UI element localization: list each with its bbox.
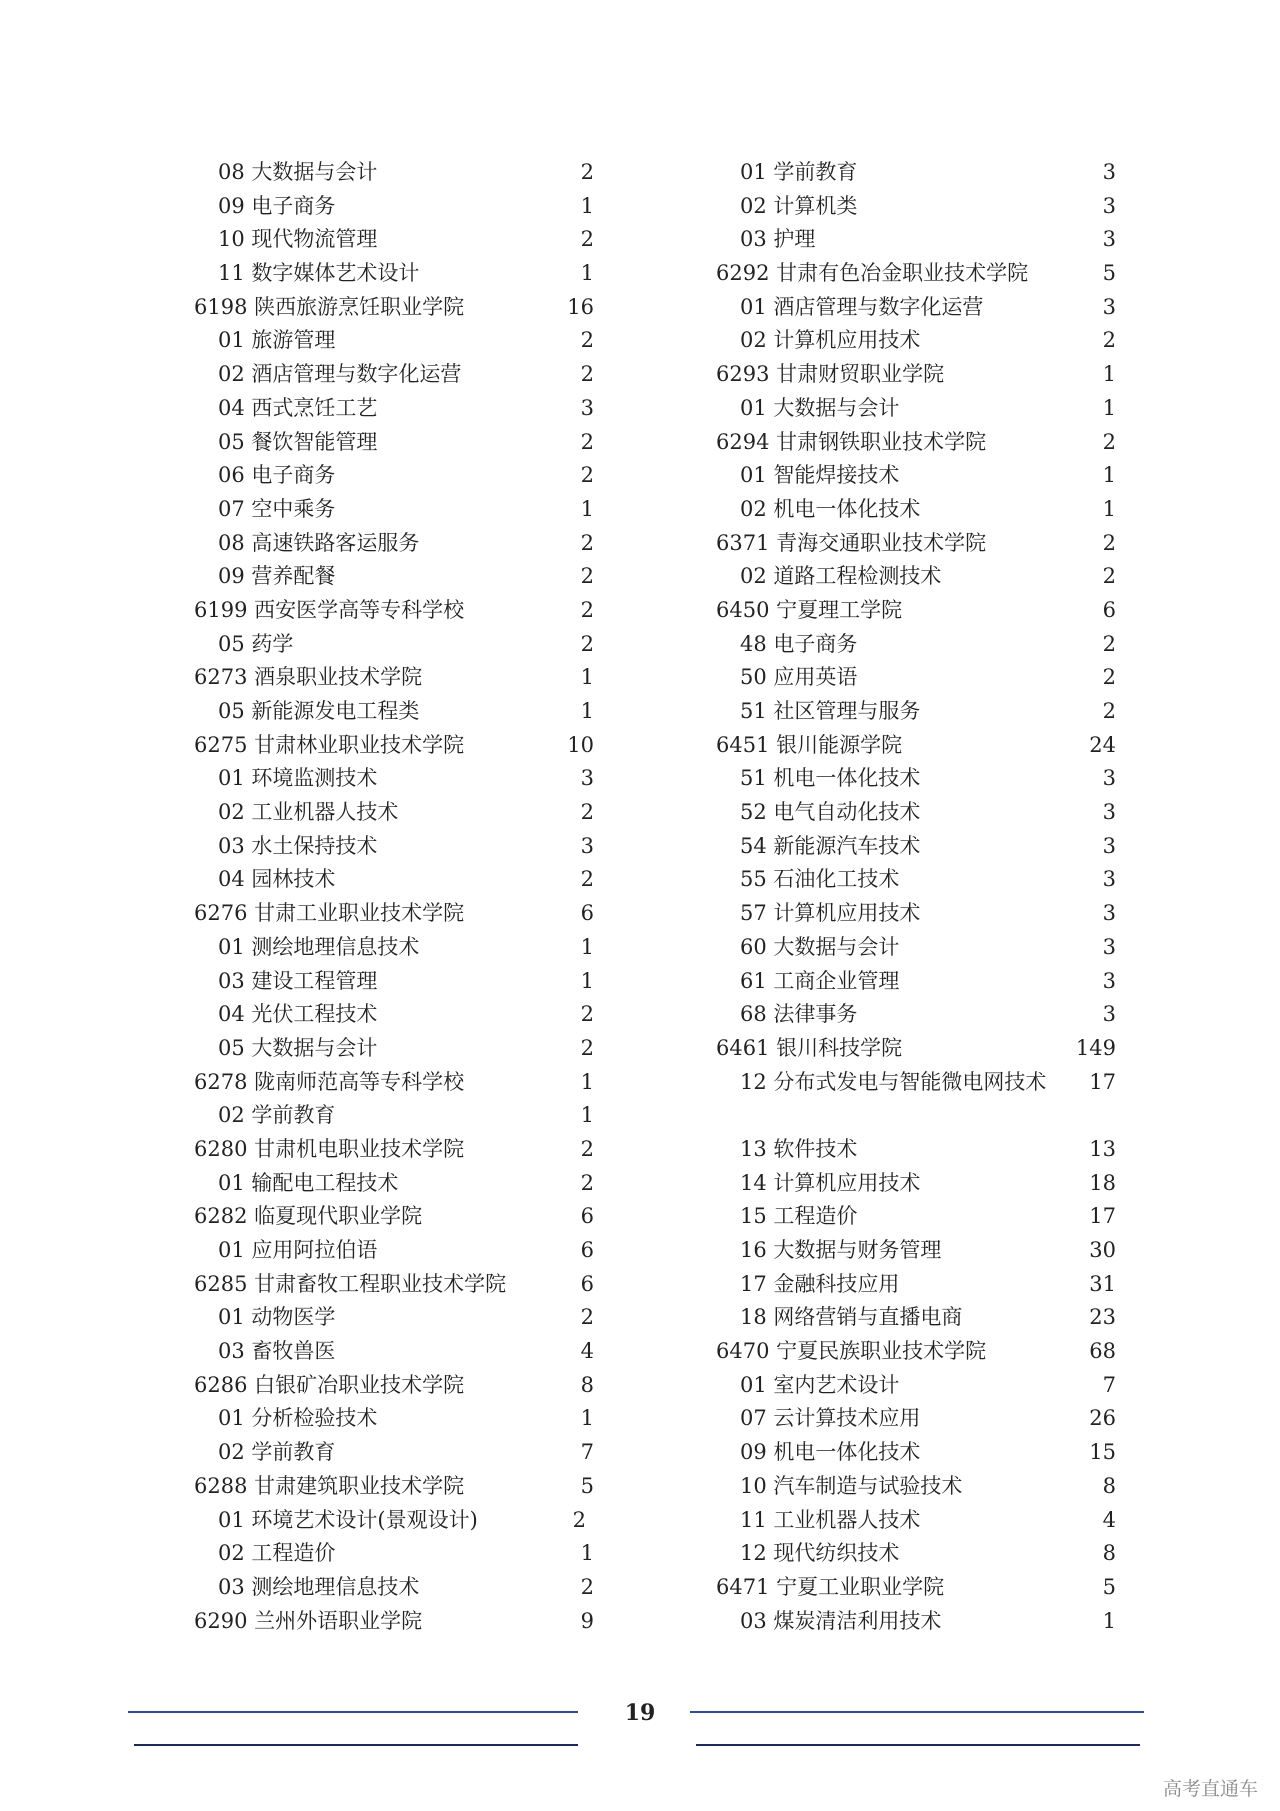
major-row (716, 998, 1116, 1032)
major-row (194, 1234, 594, 1268)
major-name: 05 餐饮智能管理 (218, 429, 378, 454)
enrollment-count: 6 (1102, 597, 1116, 622)
major-row (716, 1369, 1116, 1403)
watermark-text: 高考直通车 (1162, 1778, 1258, 1800)
major-row (716, 459, 1116, 493)
institution-name: 6290 兰州外语职业学院 (194, 1608, 423, 1633)
major-name: 12 现代纺织技术 (740, 1541, 900, 1566)
major-name: 02 工业机器人技术 (218, 800, 399, 825)
major-row (716, 156, 1116, 190)
major-name: 02 计算机应用技术 (740, 328, 921, 353)
institution-row (194, 1470, 594, 1504)
institution-name: 6285 甘肃畜牧工程职业技术学院 (194, 1271, 507, 1296)
enrollment-count: 1 (580, 1406, 594, 1431)
major-name: 12 分布式发电与智能微电网技术 (740, 1069, 1047, 1094)
enrollment-count: 6 (580, 901, 594, 926)
institution-name: 6294 甘肃钢铁职业技术学院 (716, 429, 987, 454)
institution-row (716, 594, 1116, 628)
enrollment-count: 1 (1102, 496, 1116, 521)
major-row (194, 257, 594, 291)
major-row (194, 358, 594, 392)
institution-name: 6288 甘肃建筑职业技术学院 (194, 1473, 465, 1498)
institution-row (194, 1369, 594, 1403)
enrollment-count: 1 (580, 1541, 594, 1566)
major-row (716, 1133, 1116, 1167)
major-name: 01 智能焊接技术 (740, 463, 900, 488)
enrollment-count: 4 (580, 1339, 594, 1364)
enrollment-count: 2 (580, 463, 594, 488)
major-row (716, 965, 1116, 999)
major-name: 01 动物医学 (218, 1305, 336, 1330)
institution-name: 6282 临夏现代职业学院 (194, 1204, 423, 1229)
enrollment-count: 7 (1102, 1372, 1116, 1397)
major-name: 55 石油化工技术 (740, 867, 900, 892)
major-name: 01 输配电工程技术 (218, 1170, 399, 1195)
major-row (716, 1200, 1116, 1234)
institution-name: 6273 酒泉职业技术学院 (194, 665, 423, 690)
enrollment-count: 2 (580, 1170, 594, 1195)
major-name: 05 大数据与会计 (218, 1035, 378, 1060)
major-name: 01 旅游管理 (218, 328, 336, 353)
enrollment-count: 68 (1089, 1339, 1116, 1364)
institution-row (716, 1032, 1116, 1066)
major-name: 03 护理 (740, 227, 816, 252)
enrollment-count: 1 (580, 968, 594, 993)
enrollment-count: 2 (580, 867, 594, 892)
major-name: 18 网络营销与直播电商 (740, 1305, 963, 1330)
enrollment-count: 1 (1102, 395, 1116, 420)
major-name: 03 测绘地理信息技术 (218, 1574, 420, 1599)
footer-rule-right-bottom (696, 1744, 1140, 1746)
major-row (716, 1504, 1116, 1538)
major-row (716, 897, 1116, 931)
major-name: 02 道路工程检测技术 (740, 564, 942, 589)
enrollment-count: 23 (1089, 1305, 1116, 1330)
enrollment-count: 5 (1102, 1574, 1116, 1599)
major-row (194, 1504, 594, 1538)
major-name: 51 社区管理与服务 (740, 699, 921, 723)
enrollment-count: 3 (1102, 968, 1116, 993)
major-row (194, 628, 594, 662)
major-row (716, 695, 1116, 729)
major-name: 10 现代物流管理 (218, 227, 378, 252)
enrollment-count: 2 (580, 631, 594, 656)
major-name: 52 电气自动化技术 (740, 800, 921, 825)
major-row (716, 223, 1116, 257)
enrollment-count: 3 (580, 395, 594, 420)
major-name: 02 学前教育 (218, 1440, 336, 1465)
institution-row (716, 426, 1116, 460)
major-name: 60 大数据与会计 (740, 934, 900, 959)
major-name: 61 工商企业管理 (740, 968, 900, 993)
major-name: 03 建设工程管理 (218, 968, 378, 993)
enrollment-count: 18 (1089, 1170, 1116, 1195)
major-name: 08 大数据与会计 (218, 160, 378, 184)
enrollment-count: 7 (580, 1440, 594, 1465)
enrollment-count: 4 (1102, 1507, 1116, 1532)
major-name: 16 大数据与财务管理 (740, 1238, 942, 1263)
institution-row (716, 257, 1116, 291)
major-name: 57 计算机应用技术 (740, 901, 921, 926)
enrollment-count: 3 (1102, 833, 1116, 858)
enrollment-count: 17 (1089, 1204, 1116, 1229)
enrollment-count: 2 (1102, 530, 1116, 555)
footer-rule-left-top (128, 1711, 578, 1713)
enrollment-count: 15 (1089, 1440, 1116, 1465)
enrollment-count: 17 (1089, 1069, 1116, 1094)
major-name: 09 电子商务 (218, 193, 336, 218)
major-name: 01 室内艺术设计 (740, 1372, 900, 1397)
institution-row (194, 1066, 594, 1100)
enrollment-count: 1 (580, 193, 594, 218)
institution-row (716, 358, 1116, 392)
enrollment-count: 1 (580, 665, 594, 690)
major-row (716, 628, 1116, 662)
enrollment-count: 3 (580, 833, 594, 858)
major-name: 03 煤炭清洁利用技术 (740, 1608, 942, 1633)
enrollment-count: 6 (580, 1238, 594, 1262)
major-name: 11 数字媒体艺术设计 (218, 261, 420, 286)
major-name: 17 金融科技应用 (740, 1271, 900, 1296)
enrollment-count: 2 (1102, 631, 1116, 656)
enrollment-count: 10 (567, 732, 594, 757)
major-row (716, 1268, 1116, 1302)
major-row (194, 796, 594, 830)
major-name: 04 光伏工程技术 (218, 1002, 378, 1027)
institution-name: 6451 银川能源学院 (716, 732, 903, 757)
major-row (194, 1032, 594, 1066)
enrollment-count: 3 (1102, 766, 1116, 791)
enrollment-count: 2 (580, 1305, 594, 1330)
major-row (194, 1335, 594, 1369)
major-row (716, 190, 1116, 224)
major-row (716, 560, 1116, 594)
enrollment-count: 6 (580, 1271, 594, 1296)
enrollment-count: 5 (580, 1473, 594, 1498)
enrollment-count: 8 (1102, 1541, 1116, 1566)
major-name: 02 学前教育 (218, 1103, 336, 1128)
institution-row (194, 1200, 594, 1234)
enrollment-count: 2 (580, 227, 594, 252)
major-row (194, 1537, 594, 1571)
enrollment-count: 2 (580, 564, 594, 589)
major-name: 03 水土保持技术 (218, 833, 378, 858)
enrollment-count: 16 (567, 294, 594, 319)
enrollment-count: 2 (580, 362, 594, 387)
major-name: 14 计算机应用技术 (740, 1170, 921, 1195)
institution-row (194, 291, 594, 325)
enrollment-count: 2 (1102, 699, 1116, 723)
major-row (716, 1402, 1116, 1436)
major-row (716, 1301, 1116, 1335)
enrollment-count: 3 (1102, 227, 1116, 252)
major-row (194, 830, 594, 864)
institution-row (716, 1571, 1116, 1605)
major-name: 15 工程造价 (740, 1204, 858, 1229)
footer-rule-right-top (690, 1711, 1144, 1713)
major-name: 10 汽车制造与试验技术 (740, 1473, 963, 1498)
major-row (194, 392, 594, 426)
major-name: 04 西式烹饪工艺 (218, 395, 378, 420)
enrollment-count: 30 (1089, 1238, 1116, 1263)
enrollment-count: 8 (1102, 1473, 1116, 1498)
major-row (716, 830, 1116, 864)
major-row (194, 1436, 594, 1470)
major-name: 09 机电一体化技术 (740, 1440, 921, 1465)
enrollment-count: 3 (1102, 160, 1116, 184)
footer-rule-left-bottom (134, 1744, 578, 1746)
institution-name: 6276 甘肃工业职业技术学院 (194, 901, 465, 926)
enrollment-count: 1 (1102, 362, 1116, 387)
major-row (716, 1605, 1116, 1639)
enrollment-count: 3 (1102, 867, 1116, 892)
institution-name: 6292 甘肃有色冶金职业技术学院 (716, 261, 1029, 286)
institution-row (194, 1133, 594, 1167)
major-name: 50 应用英语 (740, 665, 858, 690)
major-name: 01 环境艺术设计(景观设计) (218, 1507, 478, 1532)
major-name: 07 云计算技术应用 (740, 1406, 921, 1431)
enrollment-count: 9 (580, 1608, 594, 1633)
major-row (716, 762, 1116, 796)
major-name: 04 园林技术 (218, 867, 336, 892)
enrollment-count: 31 (1089, 1271, 1116, 1296)
enrollment-count: 2 (1102, 328, 1116, 353)
institution-row (194, 1268, 594, 1302)
major-row (716, 392, 1116, 426)
major-row (194, 459, 594, 493)
enrollment-count: 2 (1102, 564, 1116, 589)
major-row (716, 931, 1116, 965)
major-row (194, 324, 594, 358)
major-name: 01 测绘地理信息技术 (218, 934, 420, 959)
institution-name: 6280 甘肃机电职业技术学院 (194, 1136, 465, 1161)
major-name: 02 工程造价 (218, 1541, 336, 1566)
major-name: 06 电子商务 (218, 463, 336, 488)
major-row (716, 324, 1116, 358)
enrollment-count: 2 (580, 328, 594, 353)
enrollment-count: 2 (580, 160, 594, 184)
major-name: 09 营养配餐 (218, 564, 336, 589)
enrollment-count: 1 (580, 1069, 594, 1094)
enrollment-count: 8 (580, 1372, 594, 1397)
institution-row (194, 661, 594, 695)
major-name: 13 软件技术 (740, 1136, 858, 1161)
enrollment-count: 2 (580, 800, 594, 825)
enrollment-count: 1 (1102, 1608, 1116, 1633)
major-row (194, 1167, 594, 1201)
enrollment-count: 2 (572, 1507, 586, 1532)
major-name: 48 电子商务 (740, 631, 858, 656)
institution-name: 6278 陇南师范高等专科学校 (194, 1069, 465, 1094)
major-row (194, 493, 594, 527)
major-row (716, 796, 1116, 830)
major-row (716, 493, 1116, 527)
enrollment-count: 2 (580, 1574, 594, 1599)
enrollment-count: 3 (1102, 800, 1116, 825)
major-name: 02 酒店管理与数字化运营 (218, 362, 462, 387)
enrollment-count: 2 (580, 1035, 594, 1060)
enrollment-count: 1 (580, 496, 594, 521)
major-name: 08 高速铁路客运服务 (218, 530, 420, 555)
enrollment-count: 6 (580, 1204, 594, 1229)
major-row (194, 156, 594, 190)
institution-row (716, 729, 1116, 763)
major-name: 07 空中乘务 (218, 496, 336, 521)
major-row (194, 931, 594, 965)
major-name: 54 新能源汽车技术 (740, 833, 921, 858)
institution-name: 6198 陕西旅游烹饪职业学院 (194, 294, 465, 319)
institution-name: 6450 宁夏理工学院 (716, 597, 903, 622)
major-row (194, 1099, 594, 1133)
major-row (716, 1470, 1116, 1504)
major-name: 01 酒店管理与数字化运营 (740, 294, 984, 319)
institution-name: 6471 宁夏工业职业学院 (716, 1574, 945, 1599)
major-row (194, 695, 594, 729)
major-row (716, 863, 1116, 897)
enrollment-count: 2 (580, 530, 594, 555)
institution-row (716, 1335, 1116, 1369)
major-name: 01 大数据与会计 (740, 395, 900, 420)
institution-row (194, 729, 594, 763)
major-row (716, 1167, 1116, 1201)
enrollment-count: 5 (1102, 261, 1116, 286)
major-row (194, 1402, 594, 1436)
enrollment-count: 2 (580, 1002, 594, 1027)
major-name: 02 计算机类 (740, 193, 858, 218)
major-name: 05 新能源发电工程类 (218, 699, 420, 723)
major-row (716, 661, 1116, 695)
enrollment-count: 149 (1075, 1035, 1116, 1060)
major-name: 05 药学 (218, 631, 294, 656)
enrollment-count: 2 (580, 429, 594, 454)
enrollment-count: 2 (1102, 429, 1116, 454)
major-row (194, 560, 594, 594)
enrollment-count: 3 (1102, 1002, 1116, 1027)
institution-row (194, 594, 594, 628)
institution-row (194, 1605, 594, 1639)
major-name: 01 分析检验技术 (218, 1406, 378, 1431)
major-row (194, 223, 594, 257)
major-name: 68 法律事务 (740, 1002, 858, 1027)
enrollment-count: 2 (580, 1136, 594, 1161)
enrollment-count: 1 (580, 699, 594, 723)
enrollment-count: 3 (1102, 901, 1116, 926)
major-name: 51 机电一体化技术 (740, 766, 921, 791)
enrollment-count: 1 (580, 261, 594, 286)
major-name: 02 机电一体化技术 (740, 496, 921, 521)
major-name: 11 工业机器人技术 (740, 1507, 921, 1532)
major-row (716, 1436, 1116, 1470)
enrollment-count: 2 (1102, 665, 1116, 690)
page-number: 19 (624, 1700, 656, 1726)
right-column (716, 156, 1116, 1638)
major-row (716, 1537, 1116, 1571)
institution-name: 6199 西安医学高等专科学校 (194, 597, 465, 622)
left-column (194, 156, 594, 1638)
major-row (194, 762, 594, 796)
major-name: 01 学前教育 (740, 160, 858, 184)
enrollment-count: 3 (1102, 193, 1116, 218)
enrollment-count: 2 (580, 597, 594, 622)
major-name: 03 畜牧兽医 (218, 1339, 336, 1364)
enrollment-count: 24 (1089, 732, 1116, 757)
major-row (194, 965, 594, 999)
institution-row (716, 527, 1116, 561)
major-row (194, 863, 594, 897)
major-row (194, 527, 594, 561)
institution-name: 6461 银川科技学院 (716, 1035, 903, 1060)
enrollment-count: 1 (1102, 463, 1116, 488)
institution-name: 6293 甘肃财贸职业学院 (716, 362, 945, 387)
major-row (194, 998, 594, 1032)
major-row (716, 291, 1116, 325)
institution-name: 6275 甘肃林业职业技术学院 (194, 732, 465, 757)
institution-name: 6470 宁夏民族职业技术学院 (716, 1339, 987, 1364)
major-row (194, 1571, 594, 1605)
enrollment-count: 26 (1089, 1406, 1116, 1431)
enrollment-count: 13 (1089, 1136, 1116, 1161)
enrollment-count: 1 (580, 1103, 594, 1128)
major-row (194, 1301, 594, 1335)
enrollment-count: 3 (1102, 294, 1116, 319)
major-name: 01 环境监测技术 (218, 766, 378, 791)
major-name: 01 应用阿拉伯语 (218, 1238, 378, 1262)
major-row (194, 426, 594, 460)
enrollment-count: 3 (1102, 934, 1116, 959)
enrollment-count: 3 (580, 766, 594, 791)
institution-row (194, 897, 594, 931)
major-row (716, 1066, 1116, 1133)
enrollment-count: 1 (580, 934, 594, 959)
major-row (194, 190, 594, 224)
major-row (716, 1234, 1116, 1268)
institution-name: 6286 白银矿冶职业技术学院 (194, 1372, 465, 1397)
institution-name: 6371 青海交通职业技术学院 (716, 530, 987, 555)
